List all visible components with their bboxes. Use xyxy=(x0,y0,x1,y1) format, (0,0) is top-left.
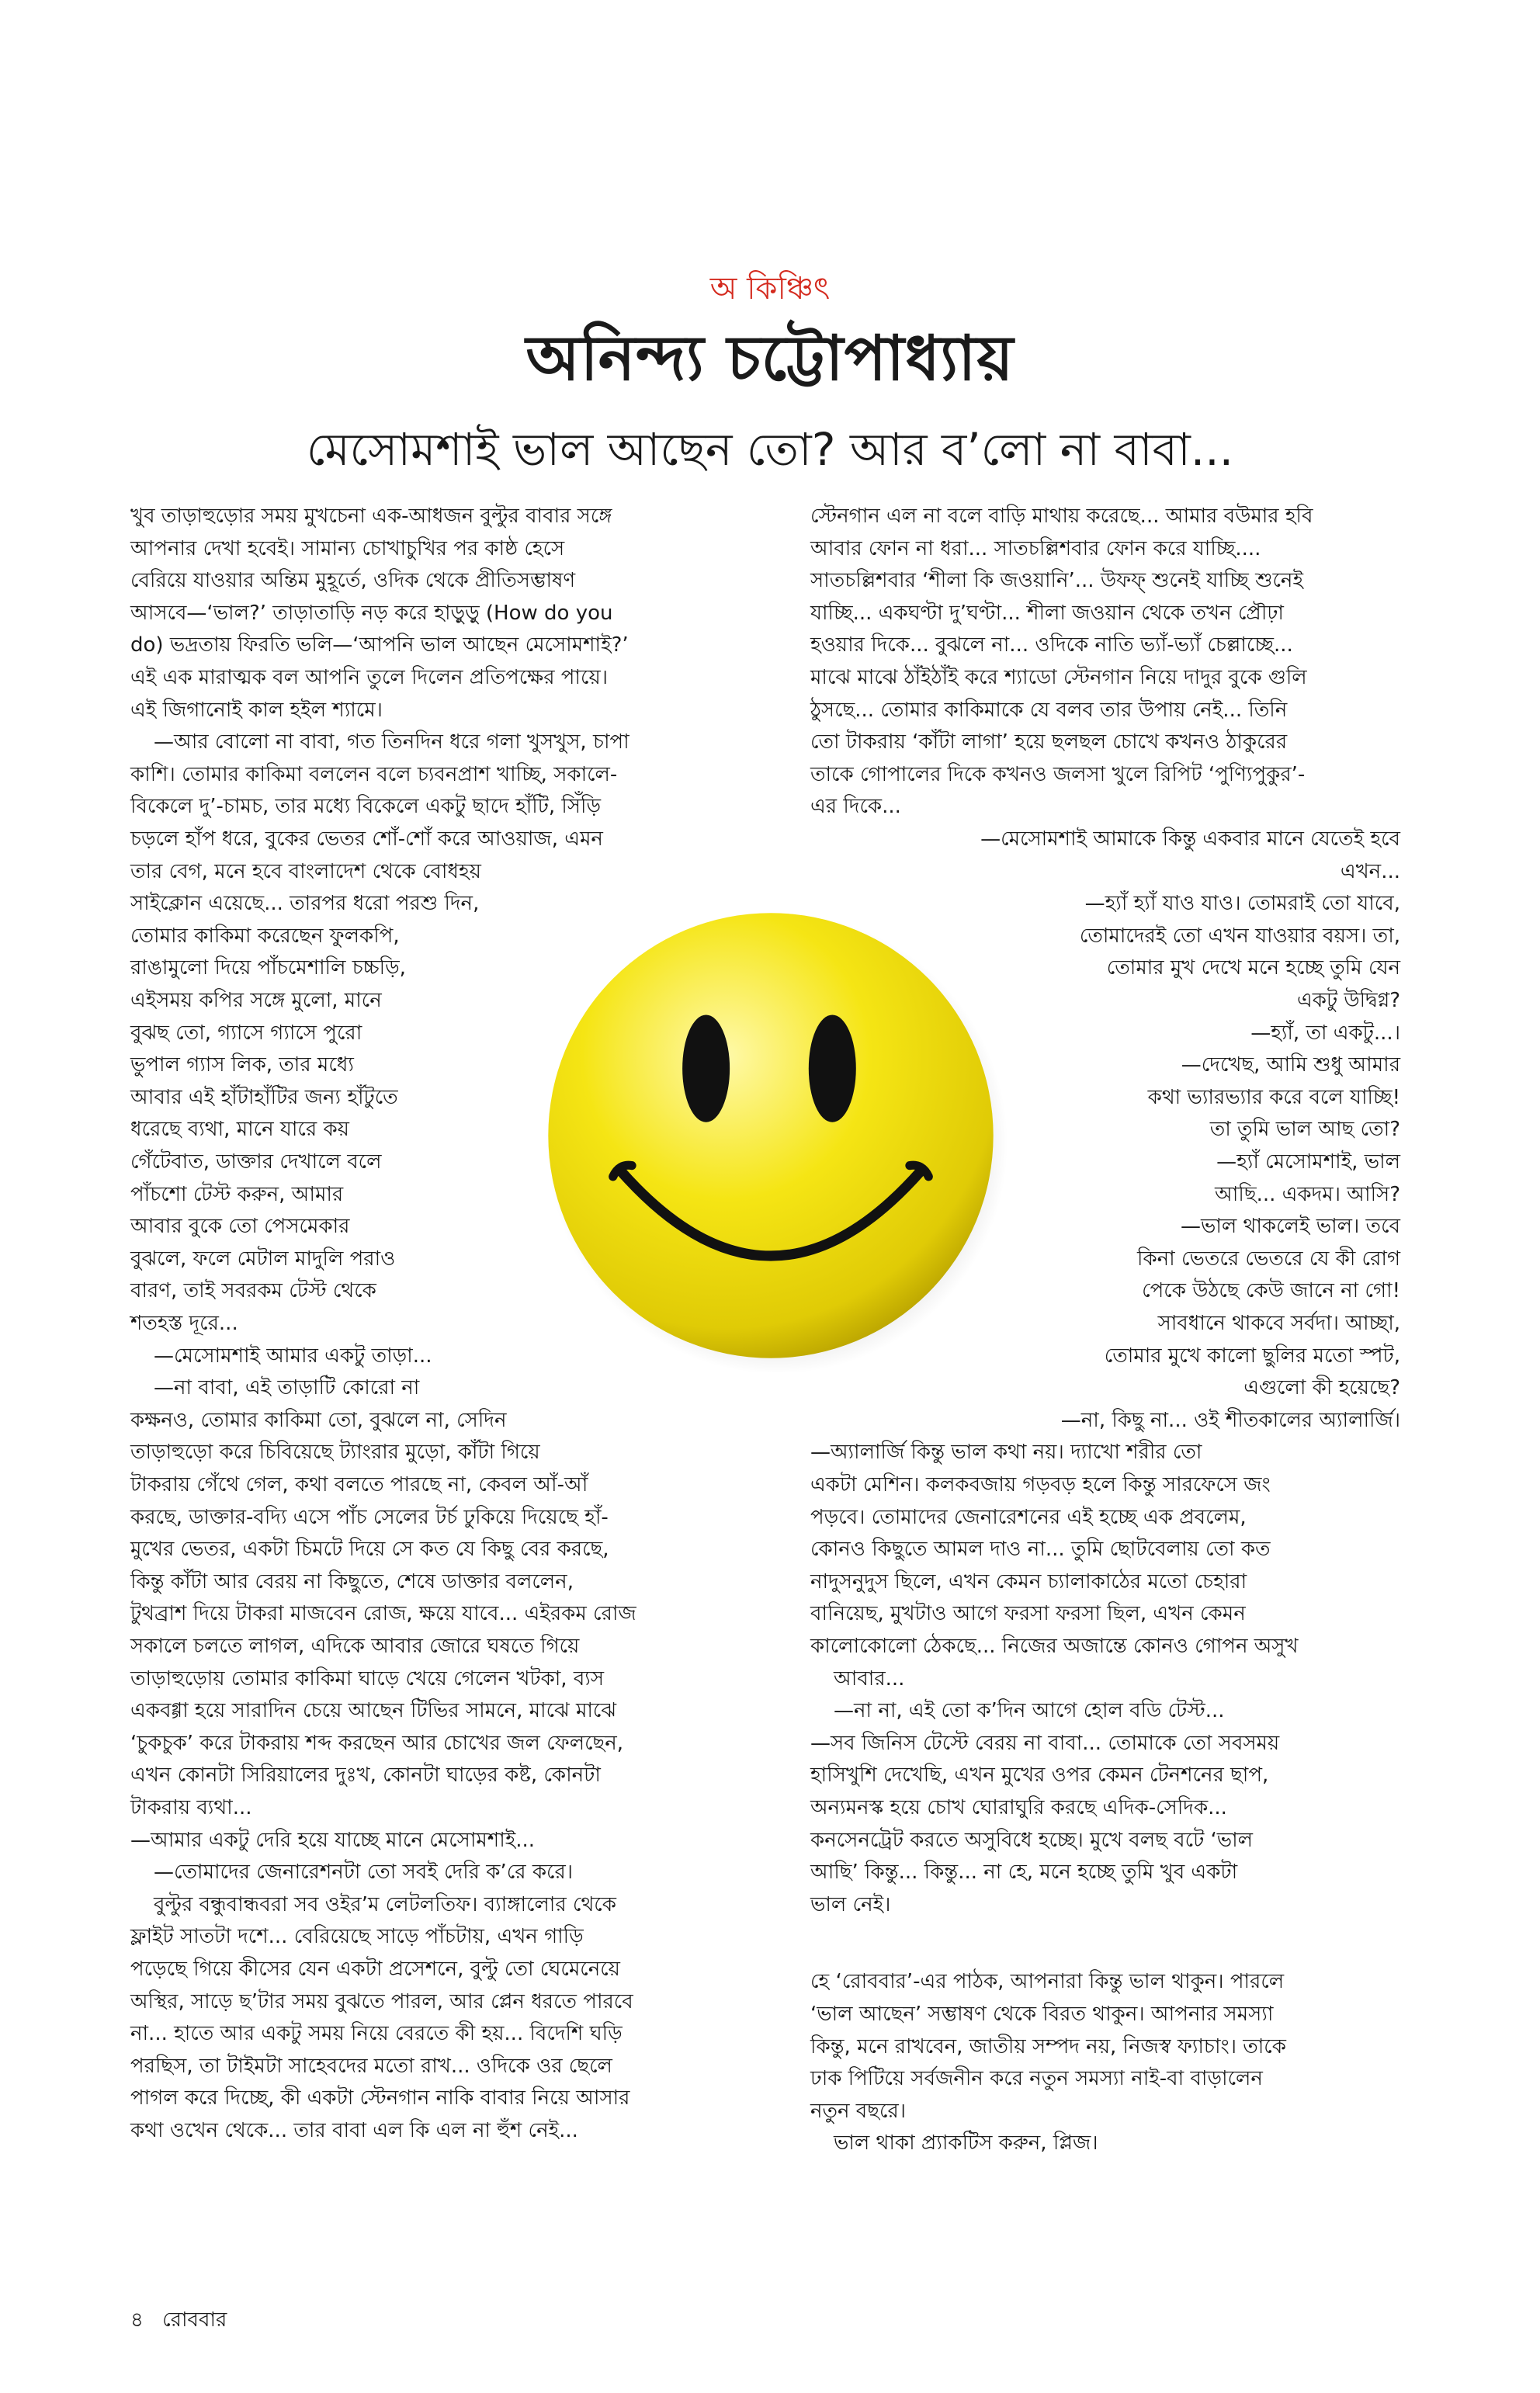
text-line: তার বেগ, মনে হবে বাংলাদেশ থেকে বোধহয় xyxy=(130,859,481,883)
text-line: স্টেনগান এল না বলে বাড়ি মাথায় করেছে... আমার বউমার হবি xyxy=(810,505,1313,528)
text-line: কনসেনট্রেট করতে অসুবিধে হচ্ছে। মুখে বলছ বটে ‘ভাল xyxy=(810,1828,1254,1852)
section-kicker: অ কিঞ্চিৎ xyxy=(709,271,831,307)
text-line: —হ্যাঁ মেসোমশাই, ভাল xyxy=(1216,1150,1400,1174)
text-line: কথা ওখেন থেকে... তার বাবা এল কি এল না হুঁশ নেই... xyxy=(130,2119,578,2142)
text-line: অস্থির, সাড়ে ছ’টার সময় বুঝতে পারল, আর প্লেন ধরতে পারবে xyxy=(130,1989,633,2013)
text-line: ভাল নেই। xyxy=(810,1892,891,1916)
text-line: ‘চুকচুক’ করে টাকরায় শব্দ করছেন আর চোখের জল ফেলছেন, xyxy=(130,1731,624,1755)
text-line: হওয়ার দিকে... বুঝলে না... ওদিকে নাতি ভ্যাঁ-ভ্যাঁ চেল্লাচ্ছে... xyxy=(810,633,1293,657)
article-headline: মেসোমশাই ভাল আছেন তো? আর ব’লো না বাবা... xyxy=(306,423,1234,476)
text-line: আবার... xyxy=(834,1666,905,1691)
text-line: কিন্তু, মনে রাখবেন, জাতীয় সম্পদ নয়, নিজস্ব ফ্যাচাং। তাকে xyxy=(810,2034,1286,2058)
text-line: তোমার মুখ দেখে মনে হচ্ছে তুমি যেন xyxy=(1106,956,1400,980)
text-line: কক্ষনও, তোমার কাকিমা তো, বুঝলে না, সেদিন xyxy=(130,1408,507,1432)
text-line: মাঝে মাঝে ঠাঁইঠাঁই করে শ্যাডো স্টেনগান নিয়ে দাদুর বুকে গুলি xyxy=(810,666,1307,689)
text-line: এখন... xyxy=(1340,859,1400,883)
text-line: যাচ্ছি... একঘণ্টা দু’ঘণ্টা... শীলা জওয়ান থেকে তখন প্রৌঢ়া xyxy=(810,601,1284,625)
text-line: পাগল করে দিচ্ছে, কী একটা স্টেনগান নাকি বাবার নিয়ে আসার xyxy=(130,2086,630,2110)
text-line: এই এক মারাত্মক বল আপনি তুলে দিলেন প্রতিপক্ষের পায়ে। xyxy=(130,666,609,689)
text-line: এই জিগানোই কাল হইল শ্যামে। xyxy=(130,698,383,722)
text-line: পড়েছে গিয়ে কীসের যেন একটা প্রসেশনে, বুল্টু তো ঘেমেনেয়ে xyxy=(130,1958,620,1981)
text-line: হে ‘রোববার’-এর পাঠক, আপনারা কিন্তু ভাল থাকুন। পারলে xyxy=(810,1970,1285,1994)
smiley-face-icon xyxy=(534,899,1008,1372)
text-line: পাঁচশো টেস্ট করুন, আমার xyxy=(130,1182,344,1206)
text-line: বুঝছ তো, গ্যাসে গ্যাসে পুরো xyxy=(130,1021,362,1045)
text-line: কথা ভ্যারভ্যার করে বলে যাচ্ছি! xyxy=(1147,1085,1400,1109)
text-line: পেকে উঠছে কেউ জানে না গো! xyxy=(1142,1279,1400,1303)
text-line: আছি... একদম। আসি? xyxy=(1215,1182,1400,1206)
text-line: বিকেলে দু’-চামচ, তার মধ্যে বিকেলে একটু ছাদে হাঁটি, সিঁড়ি xyxy=(130,795,602,819)
text-line: —ভাল থাকলেই ভাল। তবে xyxy=(1180,1215,1400,1239)
text-line: ঢাক পিটিয়ে সর্বজনীন করে নতুন সমস্যা নাই-বা বাড়ালেন xyxy=(810,2067,1263,2091)
text-line: টাকরায় ব্যথা... xyxy=(130,1796,252,1819)
text-line: —আমার একটু দেরি হয়ে যাচ্ছে মানে মেসোমশাই... xyxy=(130,1828,536,1852)
text-line: পড়বে। তোমাদের জেনারেশনের এই হচ্ছে এক প্রবলেম, xyxy=(810,1505,1247,1529)
text-line: একবগ্গা হয়ে সারাদিন চেয়ে আছেন টিভির সামনে, মাঝে মাঝে xyxy=(130,1699,617,1723)
text-line: বুঝলে, ফলে মেটাল মাদুলি পরাও xyxy=(130,1247,396,1271)
text-line: তো টাকরায় ‘কাঁটা লাগা’ হয়ে ছলছল চোখে কখনও ঠাকুরের xyxy=(810,730,1288,754)
text-line: কালোকোলো ঠেকছে... নিজের অজান্তে কোনও গোপন অসুখ xyxy=(810,1635,1299,1658)
text-line: তোমার কাকিমা করেছেন ফুলকপি, xyxy=(130,924,400,948)
text-line: বেরিয়ে যাওয়ার অন্তিম মুহূর্তে, ওদিক থেকে প্রীতিসম্ভাষণ xyxy=(130,569,576,593)
text-line: ঠুসছে... তোমার কাকিমাকে যে বলব তার উপায় নেই... তিনি xyxy=(810,698,1288,722)
text-line: তাকে গোপালের দিকে কখনও জলসা খুলে রিপিট ‘পুণ্যিপুকুর’- xyxy=(810,762,1306,786)
text-line: খুব তাড়াহুড়োর সময় মুখচেনা এক-আধজন বুল্টুর বাবার সঙ্গে xyxy=(130,505,612,528)
author-name: অনিন্দ্য চট্টোপাধ্যায় xyxy=(525,322,1015,394)
text-line: টুথব্রাশ দিয়ে টাকরা মাজবেন রোজ, ক্ষয়ে যাবে... এইরকম রোজ xyxy=(130,1602,636,1626)
text-line: এখন কোনটা সিরিয়ালের দুঃখ, কোনটা ঘাড়ের কষ্ট, কোনটা xyxy=(130,1764,601,1788)
text-line: ফ্লাইট সাতটা দশে... বেরিয়েছে সাড়ে পাঁচটায়, এখন গাড়ি xyxy=(130,1925,584,1949)
text-line: আসবে—‘ভাল?’ তাড়াতাড়ি নড় করে হাড়ুড়ু (How do you xyxy=(130,601,613,625)
text-line: ভাল থাকা প্র্যাকটিস করুন, প্লিজ। xyxy=(834,2131,1098,2155)
text-line: —মেসোমশাই আমাকে কিন্তু একবার মানে যেতেই হবে xyxy=(980,827,1400,851)
text-line: চড়লে হাঁপ ধরে, বুকের ভেতর শোঁ-শোঁ করে আওয়াজ, এমন xyxy=(130,827,603,851)
text-line: পরছিস, তা টাইমটা সাহেবদের মতো রাখ... ওদিকে ওর ছেলে xyxy=(130,2054,612,2078)
page-number: ৪ xyxy=(130,2308,144,2332)
text-line: আবার ফোন না ধরা... সাতচল্লিশবার ফোন করে যাচ্ছি.... xyxy=(810,536,1261,560)
text-line: টাকরায় গেঁথে গেল, কথা বলতে পারছে না, কেবল আঁ-আঁ xyxy=(130,1473,588,1496)
text-line: নতুন বছরে। xyxy=(810,2099,907,2123)
text-line: এগুলো কী হয়েছে? xyxy=(1243,1376,1400,1400)
text-line: —সব জিনিস টেস্টে বেরয় না বাবা... তোমাকে তো সবসময় xyxy=(810,1731,1280,1755)
text-line: সকালে চলতে লাগল, এদিকে আবার জোরে ঘষতে গিয়ে xyxy=(130,1635,580,1658)
text-line: গেঁটেবাত, ডাক্তার দেখালে বলে xyxy=(130,1150,382,1174)
text-line: একটু উদ্বিগ্ন? xyxy=(1297,989,1400,1012)
text-line: সাবধানে থাকবে সর্বদা। আচ্ছা, xyxy=(1157,1312,1400,1335)
text-line: ভুপাল গ্যাস লিক, তার মধ্যে xyxy=(130,1053,354,1077)
text-line: —দেখেছ, আমি শুধু আমার xyxy=(1181,1053,1400,1077)
text-line: আপনার দেখা হবেই। সামান্য চোখাচুখির পর কাষ্ঠ হেসে xyxy=(130,536,565,560)
text-line: —আর বোলো না বাবা, গত তিনদিন ধরে গলা খুসখুস, চাপা xyxy=(154,730,630,754)
text-line: আবার এই হাঁটাহাঁটির জন্য হাঁটুতে xyxy=(130,1085,398,1109)
text-line: একটা মেশিন। কলকবজায় গড়বড় হলে কিন্তু সারফেসে জং xyxy=(810,1473,1271,1496)
text-line: সাইক্লোন এয়েছে... তারপর ধরো পরশু দিন, xyxy=(130,892,480,916)
text-line: —হ্যাঁ হ্যাঁ যাও যাও। তোমরাই তো যাবে, xyxy=(1084,892,1400,916)
text-line: সাতচল্লিশবার ‘শীলা কি জওয়ানি’... উফফ্ শুনেই যাচ্ছি শুনেই xyxy=(810,569,1303,593)
text-line: আছি’ কিন্তু... কিন্তু... না হে, মনে হচ্ছে তুমি খুব একটা xyxy=(810,1861,1238,1885)
text-line: হাসিখুশি দেখেছি, এখন মুখের ওপর কেমন টেনশনের ছাপ, xyxy=(810,1764,1269,1788)
text-line: —তোমাদের জেনারেশনটা তো সবই দেরি ক’রে করে। xyxy=(154,1861,574,1885)
text-line: —না বাবা, এই তাড়াটি কোরো না xyxy=(154,1376,420,1400)
magazine-name: রোববার xyxy=(162,2308,227,2332)
text-line: ‘ভাল আছেন’ সম্ভাষণ থেকে বিরত থাকুন। আপনার সমস্যা xyxy=(810,2003,1274,2026)
text-line: বারণ, তাই সবরকম টেস্ট থেকে xyxy=(130,1279,376,1303)
text-line: তোমার মুখে কালো ছুলির মতো স্পট, xyxy=(1104,1344,1400,1368)
text-line: —অ্যালার্জি কিন্তু ভাল কথা নয়। দ্যাখো শরীর তো xyxy=(810,1441,1202,1465)
text-line: এর দিকে... xyxy=(810,795,901,819)
text-line: —না, কিছু না... ওই শীতকালের অ্যালার্জি। xyxy=(1060,1408,1400,1432)
text-line: এইসময় কপির সঙ্গে মুলো, মানে xyxy=(130,989,382,1012)
text-line: নাদুসনুদুস ছিলে, এখন কেমন চ্যালাকাঠের মতো চেহারা xyxy=(810,1569,1247,1594)
text-line: কাশি। তোমার কাকিমা বললেন বলে চ্যবনপ্রাশ খাচ্ছি, সকালে- xyxy=(130,762,618,786)
text-line: কিন্তু কাঁটা আর বেরয় না কিছুতে, শেষে ডাক্তার বললেন, xyxy=(130,1569,574,1594)
text-line: না... হাতে আর একটু সময় নিয়ে বেরতে কী হয়... বিদেশি ঘড়ি xyxy=(130,2022,623,2046)
text-line: করছে, ডাক্তার-বদ্যি এসে পাঁচ সেলের টর্চ ঢুকিয়ে দিয়েছে হাঁ- xyxy=(130,1505,609,1529)
text-line: বুল্টুর বন্ধুবান্ধবরা সব ওইর’ম লেটলতিফ। ব্যাঙ্গালোর থেকে xyxy=(154,1892,616,1916)
text-line: —মেসোমশাই আমার একটু তাড়া... xyxy=(154,1344,432,1368)
text-line: তাড়াহুড়োয় তোমার কাকিমা ঘাড়ে খেয়ে গেলেন খটকা, ব্যস xyxy=(130,1666,605,1691)
text-line: কিনা ভেতরে ভেতরে যে কী রোগ xyxy=(1137,1247,1400,1271)
text-line: do) ভদ্রতায় ফিরতি ভলি—‘আপনি ভাল আছেন মেসোমশাই?’ xyxy=(130,633,629,657)
text-line: মুখের ভেতর, একটা চিমটে দিয়ে সে কত যে কিছু বের করছে, xyxy=(130,1538,609,1562)
page-footer xyxy=(130,2304,227,2338)
text-line: বানিয়েছ, মুখটাও আগে ফরসা ফরসা ছিল, এখন কেমন xyxy=(810,1602,1246,1626)
text-line: —হ্যাঁ, তা একটু...। xyxy=(1250,1021,1400,1045)
text-line: তোমাদেরই তো এখন যাওয়ার বয়স। তা, xyxy=(1079,924,1400,948)
text-line: —না না, এই তো ক’দিন আগে হোল বডি টেস্ট... xyxy=(834,1699,1225,1723)
text-line: রাঙামুলো দিয়ে পাঁচমেশালি চচ্চড়ি, xyxy=(130,956,406,980)
text-line: আবার বুকে তো পেসমেকার xyxy=(130,1215,350,1239)
text-line: ধরেছে ব্যথা, মানে যারে কয় xyxy=(130,1118,349,1142)
text-line: অন্যমনস্ক হয়ে চোখ ঘোরাঘুরি করছে এদিক-সেদিক... xyxy=(810,1796,1227,1819)
text-line: তা তুমি ভাল আছ তো? xyxy=(1209,1118,1400,1142)
text-line: কোনও কিছুতে আমল দাও না... তুমি ছোটবেলায় তো কত xyxy=(810,1538,1271,1562)
text-line: শতহস্ত দূরে... xyxy=(130,1312,238,1335)
text-line: তাড়াহুড়ো করে চিবিয়েছে ট্যাংরার মুড়ো, কাঁটা গিয়ে xyxy=(130,1441,540,1465)
